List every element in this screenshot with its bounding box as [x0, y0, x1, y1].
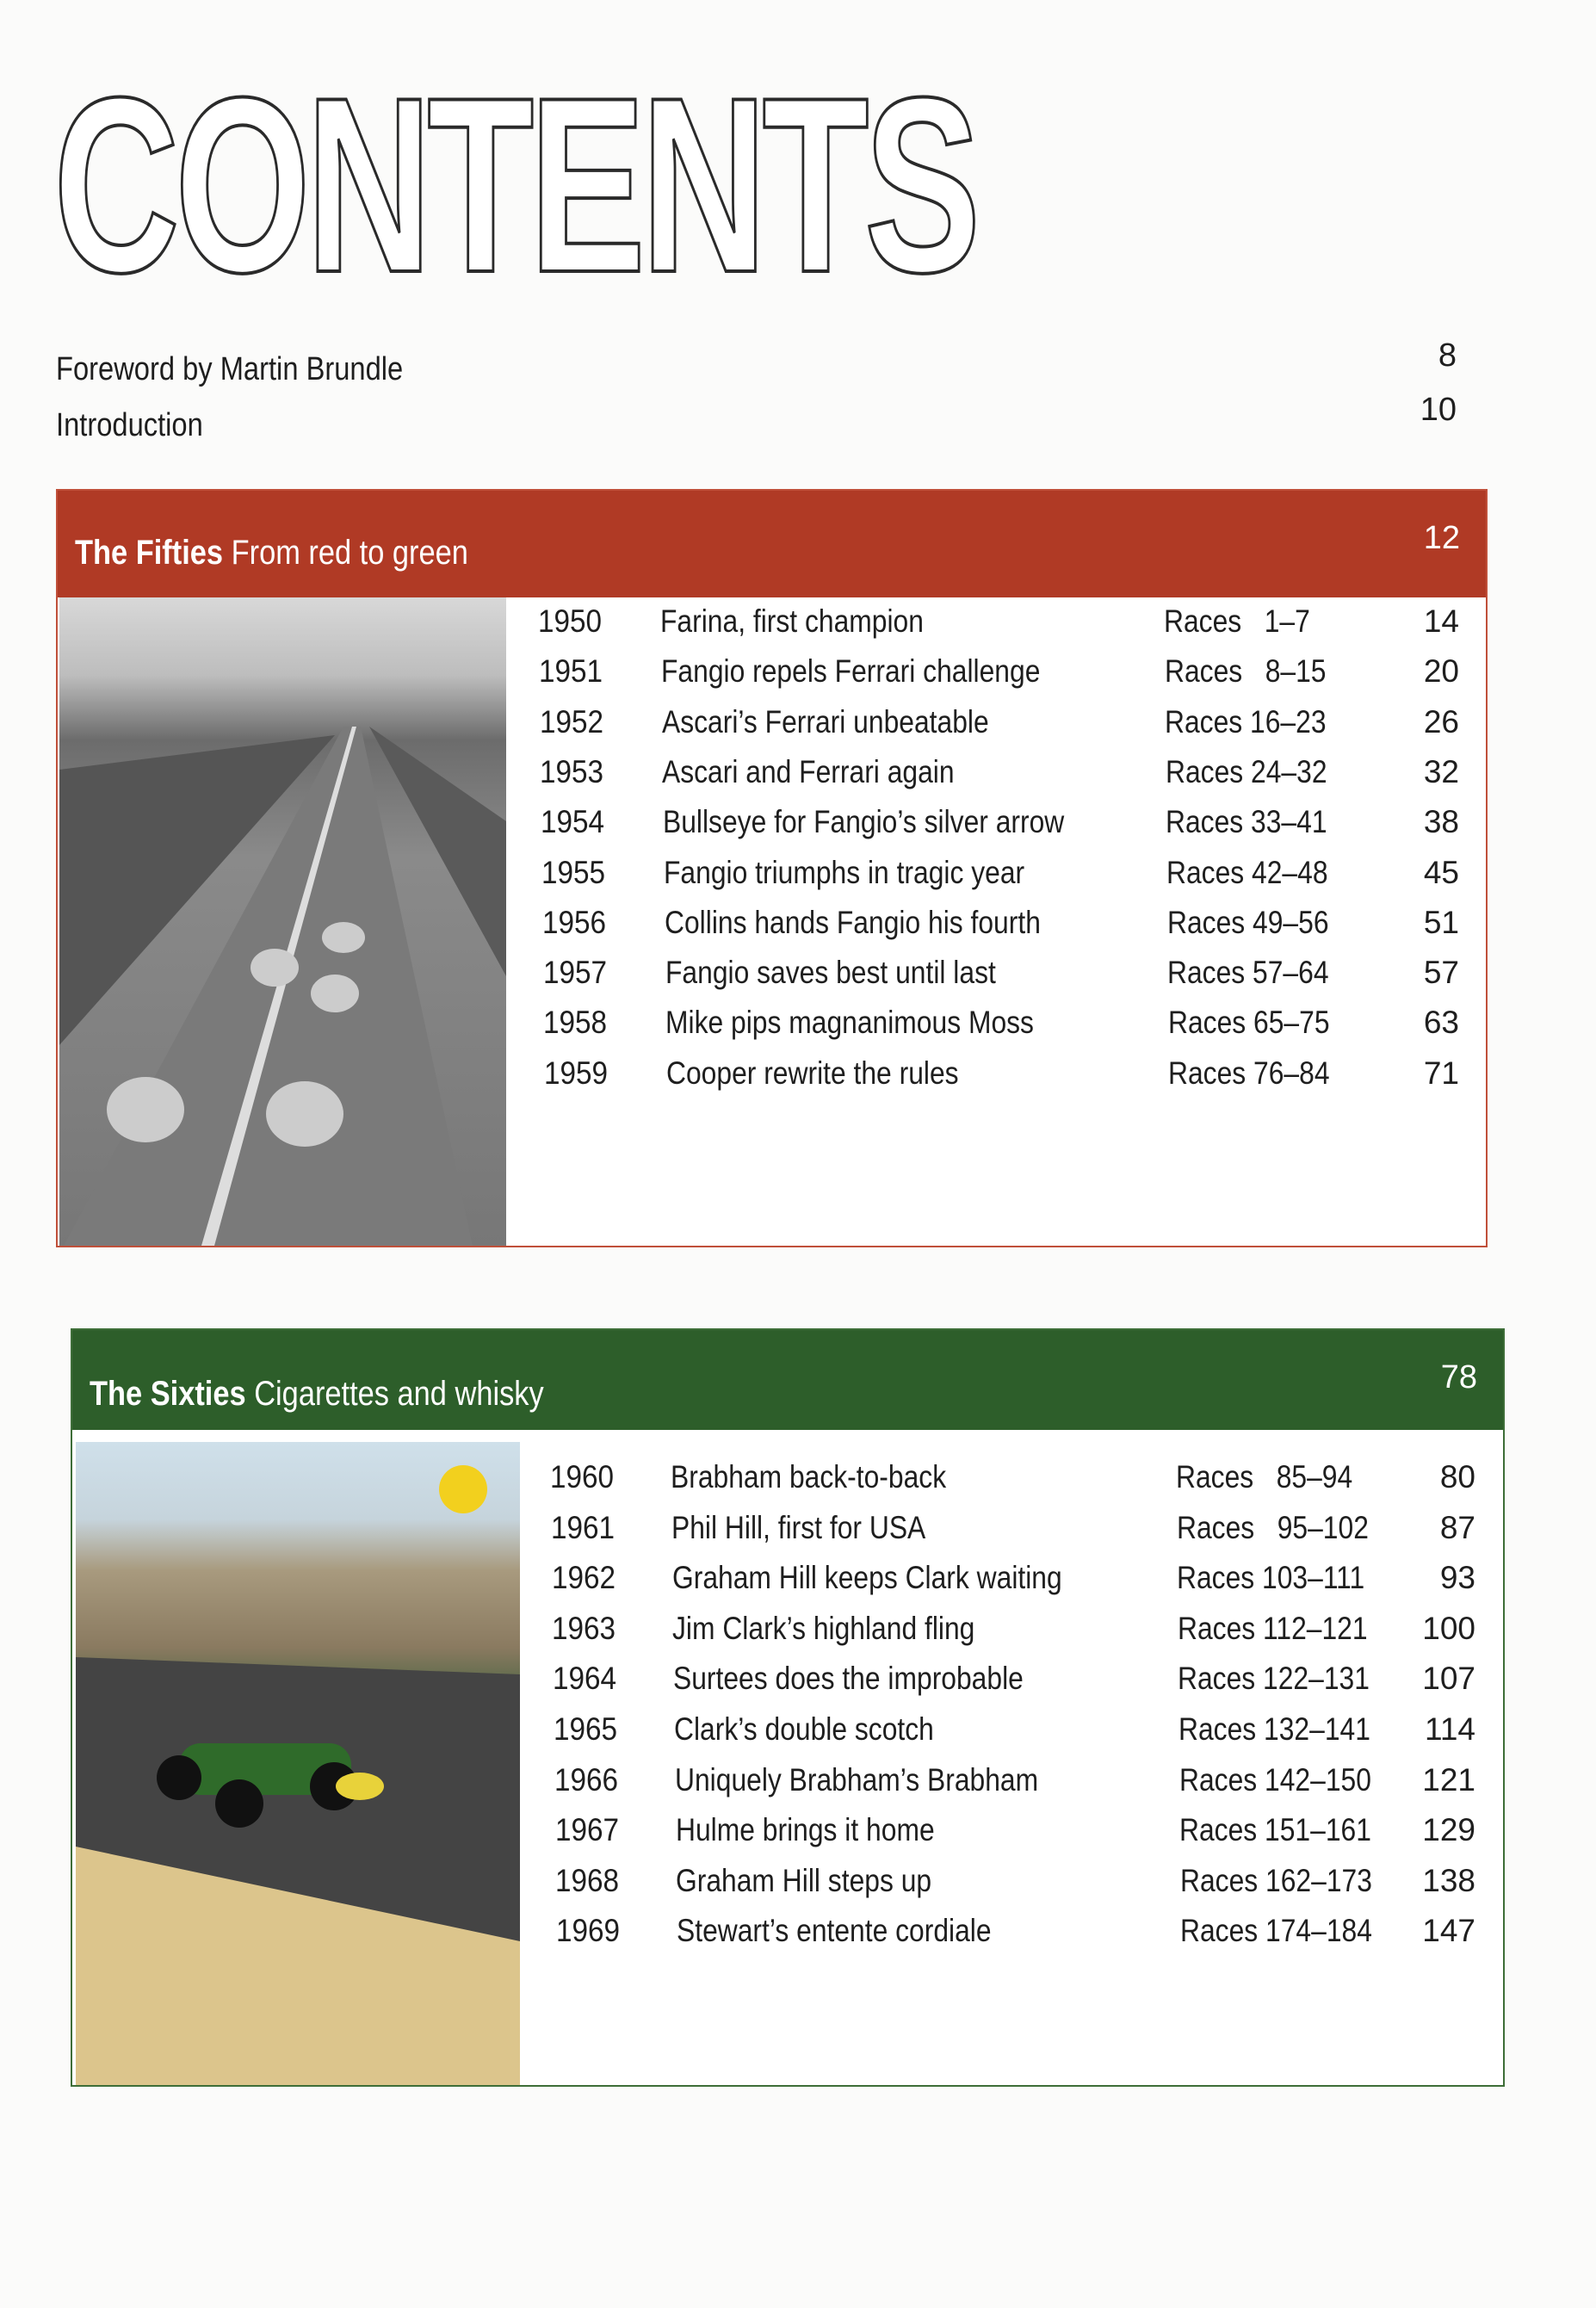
entry-title: Collins hands Fangio his fourth: [664, 904, 1041, 940]
entry-page: 100: [1422, 1610, 1475, 1646]
toc-entry[interactable]: [58, 603, 1486, 647]
entry-year: 1953: [540, 753, 604, 789]
section-page: 78: [1440, 1359, 1477, 1395]
entry-title: Ascari and Ferrari again: [662, 753, 955, 789]
entry-races: Races 65–75: [1167, 1005, 1330, 1041]
entry-title: Jim Clark’s highland fling: [672, 1610, 975, 1646]
entry-races: Races 132–141: [1178, 1711, 1370, 1747]
entry-page: 45: [1423, 854, 1459, 890]
entry-page: 32: [1423, 753, 1459, 789]
entry-page: 26: [1423, 703, 1459, 739]
entry-title: Surtees does the improbable: [673, 1661, 1024, 1697]
toc-entry[interactable]: [72, 1611, 1503, 1654]
entry-races: Races 24–32: [1165, 753, 1327, 789]
entry-year: 1954: [541, 804, 605, 840]
entry-title: Cooper rewrite the rules: [666, 1055, 959, 1091]
entry-year: 1962: [551, 1560, 616, 1596]
toc-entry[interactable]: [58, 955, 1486, 998]
toc-entry[interactable]: [72, 1661, 1503, 1704]
entry-races: Races 103–111: [1177, 1560, 1365, 1596]
toc-entry[interactable]: [58, 804, 1486, 847]
entry-races: Races 122–131: [1178, 1661, 1370, 1697]
entry-title: Fangio repels Ferrari challenge: [660, 653, 1041, 690]
entry-page: 87: [1439, 1509, 1475, 1545]
entry-year: 1967: [554, 1812, 619, 1848]
entry-page: 147: [1422, 1913, 1475, 1949]
entry-title: Uniquely Brabham’s Brabham: [674, 1761, 1038, 1798]
section-page: 12: [1423, 520, 1460, 556]
toc-entry[interactable]: [72, 1863, 1503, 1906]
entry-year: 1951: [538, 653, 603, 690]
entry-races: Races 85–94: [1176, 1459, 1353, 1494]
entry-title: Ascari’s Ferrari unbeatable: [661, 703, 989, 739]
entry-year: 1968: [555, 1862, 620, 1898]
entry-title: Graham Hill steps up: [676, 1862, 932, 1898]
entry-year: 1959: [544, 1055, 609, 1091]
entry-year: 1963: [552, 1610, 616, 1646]
toc-entry[interactable]: [72, 1560, 1503, 1603]
toc-foreword[interactable]: Foreword by Martin Brundle: [56, 351, 404, 387]
entry-title: Fangio triumphs in tragic year: [664, 854, 1025, 890]
toc-entry[interactable]: [58, 855, 1486, 898]
entry-year: 1966: [554, 1761, 618, 1798]
entry-year: 1969: [556, 1913, 621, 1949]
entry-title: Clark’s double scotch: [674, 1711, 934, 1747]
entry-year: 1950: [538, 603, 603, 639]
entry-year: 1960: [550, 1459, 615, 1494]
entry-year: 1956: [541, 904, 606, 940]
section-title[interactable]: The Sixties Cigarettes and whisky: [90, 1375, 544, 1413]
entry-page: 38: [1423, 804, 1459, 840]
entry-races: Races 162–173: [1179, 1862, 1372, 1898]
entry-title: Brabham back-to-back: [671, 1459, 947, 1494]
entry-title: Graham Hill keeps Clark waiting: [671, 1560, 1062, 1596]
entry-year: 1955: [541, 854, 606, 890]
entry-races: Races 16–23: [1165, 703, 1327, 739]
toc-foreword-page: 8: [1438, 337, 1457, 374]
entry-races: Races 151–161: [1179, 1812, 1372, 1848]
entry-year: 1957: [542, 955, 607, 991]
entry-page: 93: [1439, 1560, 1475, 1596]
toc-entry[interactable]: [72, 1510, 1503, 1553]
toc-entry[interactable]: [58, 1055, 1486, 1098]
entry-title: Mike pips magnanimous Moss: [665, 1005, 1035, 1041]
toc-entry[interactable]: [72, 1459, 1503, 1502]
entry-title: Bullseye for Fangio’s silver arrow: [663, 804, 1065, 840]
entry-races: Races 8–15: [1164, 653, 1327, 690]
toc-entry[interactable]: [58, 1005, 1486, 1048]
entry-races: Races 57–64: [1167, 955, 1329, 991]
entry-title: Farina, first champion: [660, 603, 924, 639]
section-fifties: [56, 489, 1488, 1247]
toc-entry[interactable]: [72, 1762, 1503, 1805]
entry-races: Races 112–121: [1177, 1610, 1368, 1646]
entry-page: 107: [1422, 1661, 1475, 1697]
page-title: CONTENTS: [53, 46, 976, 325]
toc-introduction-page: 10: [1420, 392, 1457, 428]
entry-page: 114: [1425, 1711, 1475, 1747]
entry-races: Races 174–184: [1180, 1913, 1373, 1949]
toc-introduction[interactable]: Introduction: [56, 407, 203, 443]
entry-page: 14: [1423, 603, 1459, 639]
entry-year: 1952: [539, 703, 603, 739]
entry-page: 63: [1423, 1005, 1459, 1041]
entry-page: 51: [1423, 904, 1459, 940]
toc-entry[interactable]: [58, 905, 1486, 948]
entry-races: Races 33–41: [1166, 804, 1327, 840]
entry-page: 121: [1422, 1761, 1475, 1798]
toc-entry[interactable]: [58, 653, 1486, 696]
entry-races: Races 1–7: [1164, 603, 1310, 639]
entry-page: 71: [1423, 1055, 1459, 1091]
section-title[interactable]: The Fifties From red to green: [75, 534, 468, 572]
entry-page: 20: [1423, 653, 1459, 690]
entry-year: 1961: [550, 1509, 615, 1545]
entry-races: Races 76–84: [1168, 1055, 1330, 1091]
entry-title: Phil Hill, first for USA: [671, 1509, 926, 1545]
toc-entry[interactable]: [72, 1913, 1503, 1956]
entry-year: 1965: [554, 1711, 618, 1747]
entry-races: Races 49–56: [1166, 904, 1329, 940]
section-header: [72, 1330, 1503, 1430]
entry-races: Races 42–48: [1166, 854, 1328, 890]
entry-year: 1964: [553, 1661, 617, 1697]
entry-title: Fangio saves best until last: [665, 955, 996, 991]
section-header: [58, 491, 1486, 597]
toc-entry[interactable]: [58, 754, 1486, 797]
entry-page: 57: [1423, 955, 1459, 991]
entry-page: 129: [1422, 1812, 1475, 1848]
toc-entry[interactable]: [72, 1711, 1503, 1754]
entry-races: Races 142–150: [1178, 1761, 1371, 1798]
entry-title: Stewart’s entente cordiale: [677, 1913, 992, 1949]
toc-entry[interactable]: [72, 1812, 1503, 1855]
entry-page: 138: [1422, 1862, 1475, 1898]
entry-year: 1958: [543, 1005, 608, 1041]
section-sixties: [71, 1328, 1505, 2087]
toc-entry[interactable]: [58, 704, 1486, 747]
entry-page: 80: [1439, 1459, 1475, 1494]
entry-title: Hulme brings it home: [675, 1812, 935, 1848]
entry-races: Races 95–102: [1176, 1509, 1369, 1545]
